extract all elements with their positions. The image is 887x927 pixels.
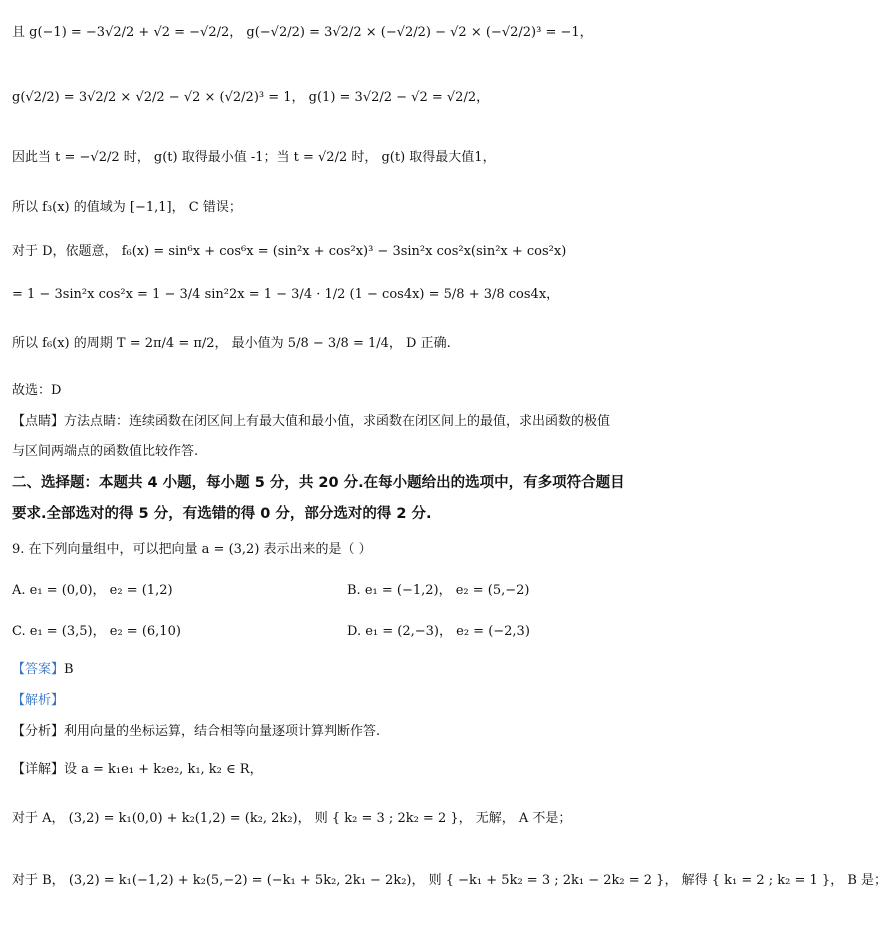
text-line-case-a: 对于 A， (3,2) = k₁(0,0) + k₂(1,2) = (k₂, 2k₂)， 则 { k₂ = 3 ; 2k₂ = 2 }， 无解， A 不是； <box>12 811 572 826</box>
answer-line <box>12 659 684 681</box>
section-heading-2: 要求.全部选对的得 5 分，有选错的得 0 分，部分选对的得 2 分. <box>12 506 432 522</box>
section-heading-1: 二、选择题：本题共 4 小题，每小题 5 分，共 20 分.在每小题给出的选项中，有多项符合题目 <box>12 475 625 491</box>
question-9: 9. 在下列向量组中，可以把向量 a = (3,2) 表示出来的是（ ） <box>12 542 372 557</box>
text-line-4: 所以 f₃(x) 的值域为 [−1,1]， C 错误； <box>12 200 242 215</box>
text-line-analysis: 【分析】利用向量的坐标运算，结合相等向量逐项计算判断作答. <box>12 724 381 739</box>
option-row-2 <box>12 621 684 643</box>
text-line-7: 所以 f₆(x) 的周期 T = 2π/4 = π/2， 最小值为 5/8 − 3/8 = 1/4， D 正确. <box>12 336 451 351</box>
text-line-5: 对于 D，依题意， f₆(x) = sin⁶x + cos⁶x = (sin²x + cos²x)³ − 3sin²x cos²x(sin²x + cos²x) <box>12 244 567 259</box>
analysis-tag-line <box>12 690 684 712</box>
answer-tag: 【答案】 <box>12 662 65 677</box>
text-line-9: 【点睛】方法点睛：连续函数在闭区间上有最大值和最小值，求函数在闭区间上的最值，求出函数的极值 <box>12 414 611 429</box>
text-line-2: g(√2/2) = 3√2/2 × √2/2 − √2 × (√2/2)³ = 1， g(1) = 3√2/2 − √2 = √2/2， <box>12 90 490 105</box>
text-line-3: 因此当 t = −√2/2 时， g(t) 取得最小值 -1；当 t = √2/2 时， g(t) 取得最大值1， <box>12 150 496 165</box>
text-line-8: 故选：D <box>12 383 62 398</box>
text-line-detail: 【详解】设 a = k₁e₁ + k₂e₂, k₁, k₂ ∈ R， <box>12 762 263 777</box>
answer-value: B <box>64 662 74 677</box>
option-a: A. e₁ = (0,0)， e₂ = (1,2) <box>12 583 173 598</box>
text-line-case-b: 对于 B， (3,2) = k₁(−1,2) + k₂(5,−2) = (−k₁ + 5k₂, 2k₁ − 2k₂)， 则 { −k₁ + 5k₂ = 3 ; 2k₁ − 2k₂ = 2 }， 解得 { k₁ = 2 ; k₂ = 1 }， B 是； <box>12 873 887 888</box>
text-line-10: 与区间两端点的函数值比较作答. <box>12 444 199 459</box>
option-c: C. e₁ = (3,5)， e₂ = (6,10) <box>12 624 181 639</box>
option-b: B. e₁ = (−1,2)， e₂ = (5,−2) <box>347 583 530 598</box>
text-line-6: = 1 − 3sin²x cos²x = 1 − 3/4 sin²2x = 1 − 3/4 · 1/2 (1 − cos4x) = 5/8 + 3/8 cos4x， <box>12 287 560 302</box>
option-d: D. e₁ = (2,−3)， e₂ = (−2,3) <box>347 624 530 639</box>
option-row-1 <box>12 580 684 602</box>
analysis-tag: 【解析】 <box>12 693 65 708</box>
text-line-1: 且 g(−1) = −3√2/2 + √2 = −√2/2， g(−√2/2) = 3√2/2 × (−√2/2) − √2 × (−√2/2)³ = −1， <box>12 25 593 40</box>
